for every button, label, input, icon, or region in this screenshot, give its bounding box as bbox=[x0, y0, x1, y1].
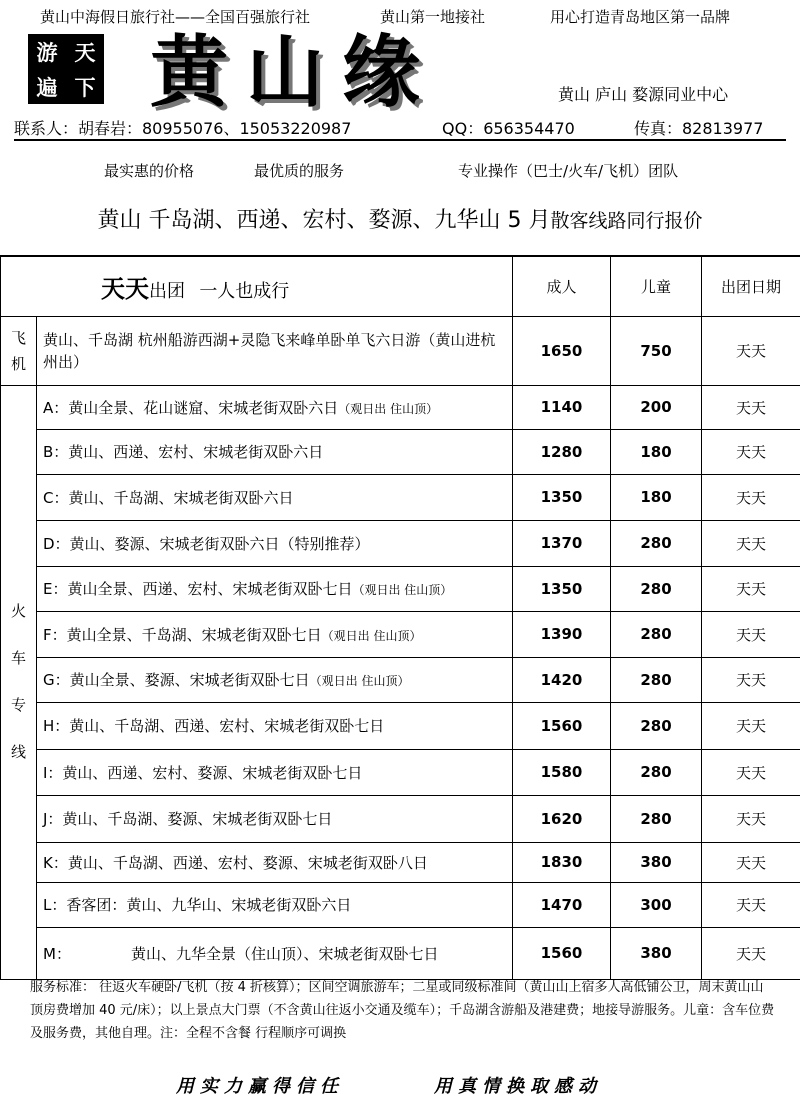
price-child: 280 bbox=[611, 795, 702, 842]
table-row bbox=[1, 795, 800, 842]
price-adult: 1560 bbox=[513, 702, 611, 749]
category-char: 车 bbox=[10, 649, 26, 667]
price-child: 300 bbox=[611, 882, 702, 927]
category-char: 火 bbox=[10, 602, 26, 620]
departure-date: 天天 bbox=[702, 566, 800, 611]
price-child: 280 bbox=[611, 749, 702, 795]
logo-char: 下 bbox=[74, 75, 96, 100]
departure-date: 天天 bbox=[702, 385, 800, 429]
table-row bbox=[1, 520, 800, 566]
table-row bbox=[1, 882, 800, 927]
page-headline bbox=[0, 203, 800, 234]
table-row bbox=[1, 842, 800, 882]
col-date-header: 出团日期 bbox=[702, 256, 800, 316]
route-cell bbox=[37, 927, 513, 979]
route-cell bbox=[37, 611, 513, 657]
table-row bbox=[1, 657, 800, 702]
price-adult: 1140 bbox=[513, 385, 611, 429]
top-line bbox=[40, 6, 780, 27]
table-row bbox=[1, 429, 800, 474]
logo-box bbox=[28, 34, 104, 104]
route-cell bbox=[37, 520, 513, 566]
col-child-header: 儿童 bbox=[611, 256, 702, 316]
price-child: 380 bbox=[611, 927, 702, 979]
departure-date: 天天 bbox=[702, 657, 800, 702]
departure-date: 天天 bbox=[702, 882, 800, 927]
price-adult: 1280 bbox=[513, 429, 611, 474]
price-adult: 1560 bbox=[513, 927, 611, 979]
departure-date: 天天 bbox=[702, 520, 800, 566]
price-adult: 1650 bbox=[513, 316, 611, 385]
agency-name: 黄山中海假日旅行社——全国百强旅行社 bbox=[40, 8, 311, 26]
banner-depart: 出团 bbox=[149, 280, 185, 302]
route-cell: 黄山、千岛湖 杭州船游西湖+灵隐飞来峰单卧单飞六日游（黄山进杭州出） bbox=[37, 316, 513, 385]
feature-service: 最优质的服务 bbox=[254, 162, 345, 180]
contact-person: 联系人：胡春岩：80955076、15053220987 bbox=[14, 119, 352, 138]
route-label: M： bbox=[43, 944, 71, 963]
price-child: 280 bbox=[611, 657, 702, 702]
headline-sub: 散客线路同行报价 bbox=[550, 210, 703, 232]
banner-daily: 天天 bbox=[101, 274, 149, 303]
price-child: 280 bbox=[611, 520, 702, 566]
route-cell bbox=[37, 702, 513, 749]
col-adult-header: 成人 bbox=[513, 256, 611, 316]
price-adult: 1420 bbox=[513, 657, 611, 702]
feature-price: 最实惠的价格 bbox=[104, 162, 195, 180]
route-name: K：黄山、千岛湖、西递、宏村、婺源、宋城老街双卧八日 bbox=[43, 853, 428, 872]
contact-qq: QQ：656354470 bbox=[442, 119, 575, 138]
table-row bbox=[1, 611, 800, 657]
table-row bbox=[1, 474, 800, 520]
contact-fax: 传真：82813977 bbox=[634, 119, 764, 138]
departure-banner bbox=[1, 256, 513, 316]
route-cell bbox=[37, 749, 513, 795]
departure-date: 天天 bbox=[702, 474, 800, 520]
route-note: （观日出 住山顶） bbox=[352, 583, 453, 597]
route-cell bbox=[37, 882, 513, 927]
departure-date: 天天 bbox=[702, 749, 800, 795]
route-cell bbox=[37, 657, 513, 702]
table-row bbox=[1, 566, 800, 611]
slogan-strength: 用实力赢得信任 bbox=[176, 1076, 344, 1097]
price-adult: 1370 bbox=[513, 520, 611, 566]
route-cell bbox=[37, 795, 513, 842]
table-row bbox=[1, 702, 800, 749]
agency-slogan: 用心打造青岛地区第一品牌 bbox=[550, 8, 731, 26]
route-note: （观日出 住山顶） bbox=[309, 674, 410, 688]
route-note: （观日出 住山顶） bbox=[321, 628, 422, 643]
header-divider bbox=[14, 139, 786, 141]
slogan-sincerity: 用真情换取感动 bbox=[434, 1076, 602, 1097]
route-name: L：香客团：黄山、九华山、宋城老街双卧六日 bbox=[43, 896, 352, 914]
table-header-row bbox=[1, 256, 800, 316]
departure-date: 天天 bbox=[702, 611, 800, 657]
departure-date: 天天 bbox=[702, 316, 800, 385]
price-child: 180 bbox=[611, 429, 702, 474]
departure-date: 天天 bbox=[702, 702, 800, 749]
price-adult: 1350 bbox=[513, 474, 611, 520]
category-train bbox=[1, 385, 37, 979]
logo-char: 遍 bbox=[36, 75, 58, 100]
price-child: 380 bbox=[611, 842, 702, 882]
departure-date: 天天 bbox=[702, 927, 800, 979]
agency-claim: 黄山第一地接社 bbox=[380, 8, 486, 26]
contact-line bbox=[14, 116, 786, 139]
route-name: F：黄山全景、千岛湖、宋城老街双卧七日 bbox=[43, 625, 322, 644]
route-name: J：黄山、千岛湖、婺源、宋城老街双卧七日 bbox=[43, 810, 333, 828]
route-note: （观日出 住山顶） bbox=[338, 401, 439, 416]
service-terms: 服务标准： 往返火车硬卧/飞机（按 4 折核算）；区间空调旅游车；二星或同级标准间（黄山山上宿多人高低铺公卫，周末黄山山顶房费增加 40 元/床）；以上景点大门票（不含黄山往返小交通及缆车）；千岛湖含游船及港建费；地接导游服务。儿童：含车位费及服务费，其他自理。注：全程不含餐 行程顺序可调换 bbox=[30, 980, 775, 1041]
table-row bbox=[1, 927, 800, 979]
category-char: 专 bbox=[10, 696, 26, 714]
price-adult: 1620 bbox=[513, 795, 611, 842]
departure-date: 天天 bbox=[702, 795, 800, 842]
route-name: D：黄山、婺源、宋城老街双卧六日（特别推荐） bbox=[43, 534, 370, 553]
brand-tagline: 黄山 庐山 婺源同业中心 bbox=[558, 85, 729, 104]
price-adult: 1830 bbox=[513, 842, 611, 882]
category-char: 线 bbox=[10, 743, 26, 761]
route-name: C：黄山、千岛湖、宋城老街双卧六日 bbox=[43, 488, 294, 507]
departure-date: 天天 bbox=[702, 842, 800, 882]
price-child: 280 bbox=[611, 566, 702, 611]
price-child: 750 bbox=[611, 316, 702, 385]
departure-date: 天天 bbox=[702, 429, 800, 474]
route-cell bbox=[37, 566, 513, 611]
table-row bbox=[1, 385, 800, 429]
route-name: G：黄山全景、婺源、宋城老街双卧七日 bbox=[43, 671, 310, 689]
route-cell bbox=[37, 385, 513, 429]
route-name: H：黄山、千岛湖、西递、宏村、宋城老街双卧七日 bbox=[43, 717, 385, 735]
price-child: 280 bbox=[611, 611, 702, 657]
price-adult: 1580 bbox=[513, 749, 611, 795]
banner-solo: 一人也成行 bbox=[199, 280, 290, 302]
category-char: 机 bbox=[10, 354, 26, 373]
price-adult: 1350 bbox=[513, 566, 611, 611]
table-row bbox=[1, 749, 800, 795]
brand-title: 黄山缘 bbox=[150, 27, 439, 118]
route-cell bbox=[37, 474, 513, 520]
price-adult: 1390 bbox=[513, 611, 611, 657]
feature-team: 专业操作（巴士/火车/飞机）团队 bbox=[458, 162, 679, 180]
price-child: 180 bbox=[611, 474, 702, 520]
price-adult: 1470 bbox=[513, 882, 611, 927]
route-name: B：黄山、西递、宏村、宋城老街双卧六日 bbox=[43, 443, 324, 461]
price-child: 200 bbox=[611, 385, 702, 429]
category-plane bbox=[1, 316, 37, 385]
logo-char: 天 bbox=[74, 40, 96, 65]
route-cell bbox=[37, 842, 513, 882]
route-cell bbox=[37, 429, 513, 474]
route-name: I：黄山、西递、宏村、婺源、宋城老街双卧七日 bbox=[43, 763, 363, 782]
logo-char: 游 bbox=[36, 40, 58, 65]
headline-main: 黄山 千岛湖、西递、宏村、婺源、九华山 bbox=[97, 208, 501, 233]
price-child: 280 bbox=[611, 702, 702, 749]
headline-month: 5 月 bbox=[507, 208, 551, 233]
price-table bbox=[0, 255, 800, 980]
route-name: E：黄山全景、西递、宏村、宋城老街双卧七日 bbox=[43, 580, 353, 598]
table-row bbox=[1, 316, 800, 385]
category-char: 飞 bbox=[10, 328, 26, 347]
route-name: A：黄山全景、花山谜窟、宋城老街双卧六日 bbox=[43, 398, 339, 417]
route-name: 黄山、九华全景（住山顶）、宋城老街双卧七日 bbox=[130, 944, 439, 963]
